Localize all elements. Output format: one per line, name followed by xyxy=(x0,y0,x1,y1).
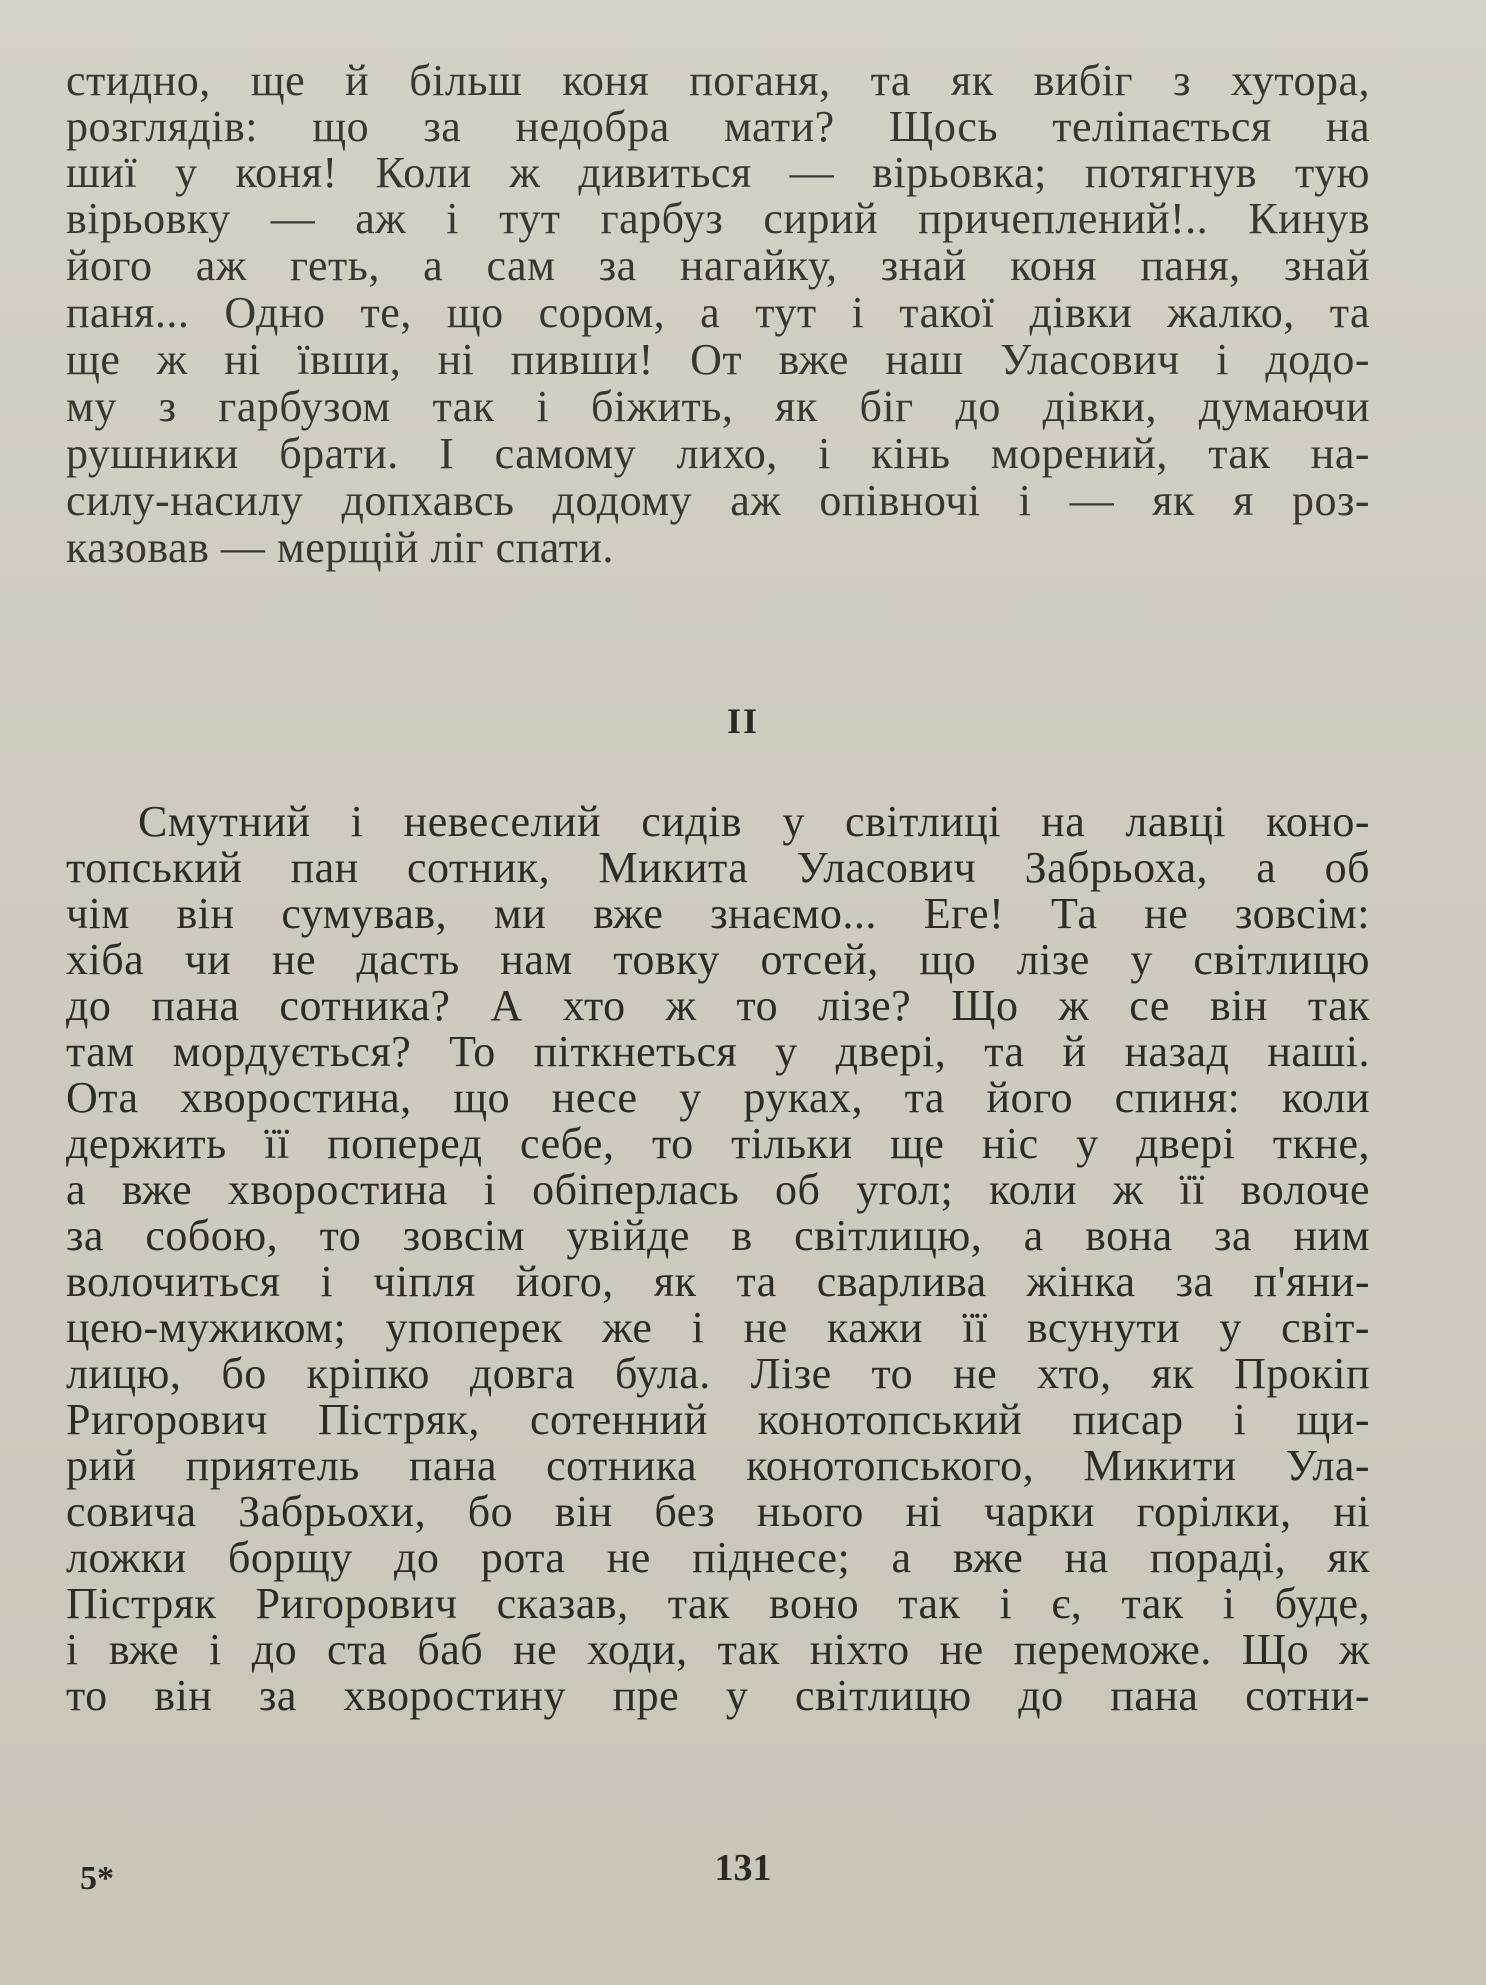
text-line: паня... Одно те, що сором, а тут і такої дівки жалко, та xyxy=(66,288,1370,337)
text-line: там мордується? То піткнеться у двері, та й назад наші. xyxy=(66,1027,1370,1076)
text-line: цею-мужиком; упоперек же і не кажи її всунути у світ- xyxy=(66,1303,1370,1352)
text-line: лицю, бо кріпко довга була. Лізе то не хто, як Прокіп xyxy=(66,1349,1370,1398)
text-line: за собою, то зовсім увійде в світлицю, а вона за ним xyxy=(66,1211,1370,1260)
text-line: і вже і до ста баб не ходи, так ніхто не переможе. Що ж xyxy=(66,1625,1370,1674)
text-line: совича Забрьохи, бо він без нього ні чарки горілки, ні xyxy=(66,1487,1370,1536)
text-line: вірьовку — аж і тут гарбуз сирий причеплений!.. Кинув xyxy=(66,194,1370,243)
text-line: шиї у коня! Коли ж дивиться — вірьовка; потягнув тую xyxy=(66,148,1370,197)
text-line: Пістряк Ригорович сказав, так воно так і є, так і буде, xyxy=(66,1579,1370,1628)
text-line: Смутний і невеселий сидів у світлиці на лавці коно- xyxy=(138,797,1370,846)
text-line: стидно, ще й більш коня поганя, та як вибіг з хутора, xyxy=(66,56,1370,105)
text-line: рий приятель пана сотника конотопського, Микити Ула- xyxy=(66,1441,1370,1490)
text-line: рушники брати. І самому лихо, і кінь морений, так на- xyxy=(66,429,1370,478)
text-line: держить її поперед себе, то тільки ще ніс у двері ткне, xyxy=(66,1119,1370,1168)
text-line: Ота хворостина, що несе у руках, та його спиня: коли xyxy=(66,1073,1370,1122)
text-line: волочиться і чіпля його, як та сварлива жінка за п'яни- xyxy=(66,1257,1370,1306)
section-heading: II xyxy=(726,701,760,741)
text-line: топський пан сотник, Микита Уласович Забрьоха, а об xyxy=(66,843,1370,892)
text-line: його аж геть, а сам за нагайку, знай коня паня, знай xyxy=(66,241,1370,290)
text-line: розглядів: що за недобра мати? Щось теліпається на xyxy=(66,102,1370,151)
text-line: то він за хворостину пре у світлицю до пана сотни- xyxy=(66,1671,1370,1720)
text-line: чім він сумував, ми вже знаємо... Еге! Та не зовсім: xyxy=(66,889,1370,938)
text-line: силу-насилу допхавсь додому аж опівночі і — як я роз- xyxy=(66,476,1370,525)
text-line: хіба чи не дасть нам товку отсей, що лізе у світлицю xyxy=(66,935,1370,984)
text-line: Ригорович Пістряк, сотенний конотопський писар і щи- xyxy=(66,1395,1370,1444)
text-line: му з гарбузом так і біжить, як біг до дівки, думаючи xyxy=(66,382,1370,431)
page-number: 131 xyxy=(714,1847,772,1889)
text-line: ложки борщу до рота не піднесе; а вже на пораді, як xyxy=(66,1533,1370,1582)
text-line: ще ж ні ївши, ні пивши! От вже наш Уласович і додо- xyxy=(66,335,1370,384)
text-line: до пана сотника? А хто ж то лізе? Що ж се він так xyxy=(66,981,1370,1030)
text-line: казовав — мерщій ліг спати. xyxy=(66,523,614,572)
signature-mark: 5* xyxy=(80,1860,114,1897)
text-line: а вже хворостина і обіперлась об угол; коли ж її волоче xyxy=(66,1165,1370,1214)
